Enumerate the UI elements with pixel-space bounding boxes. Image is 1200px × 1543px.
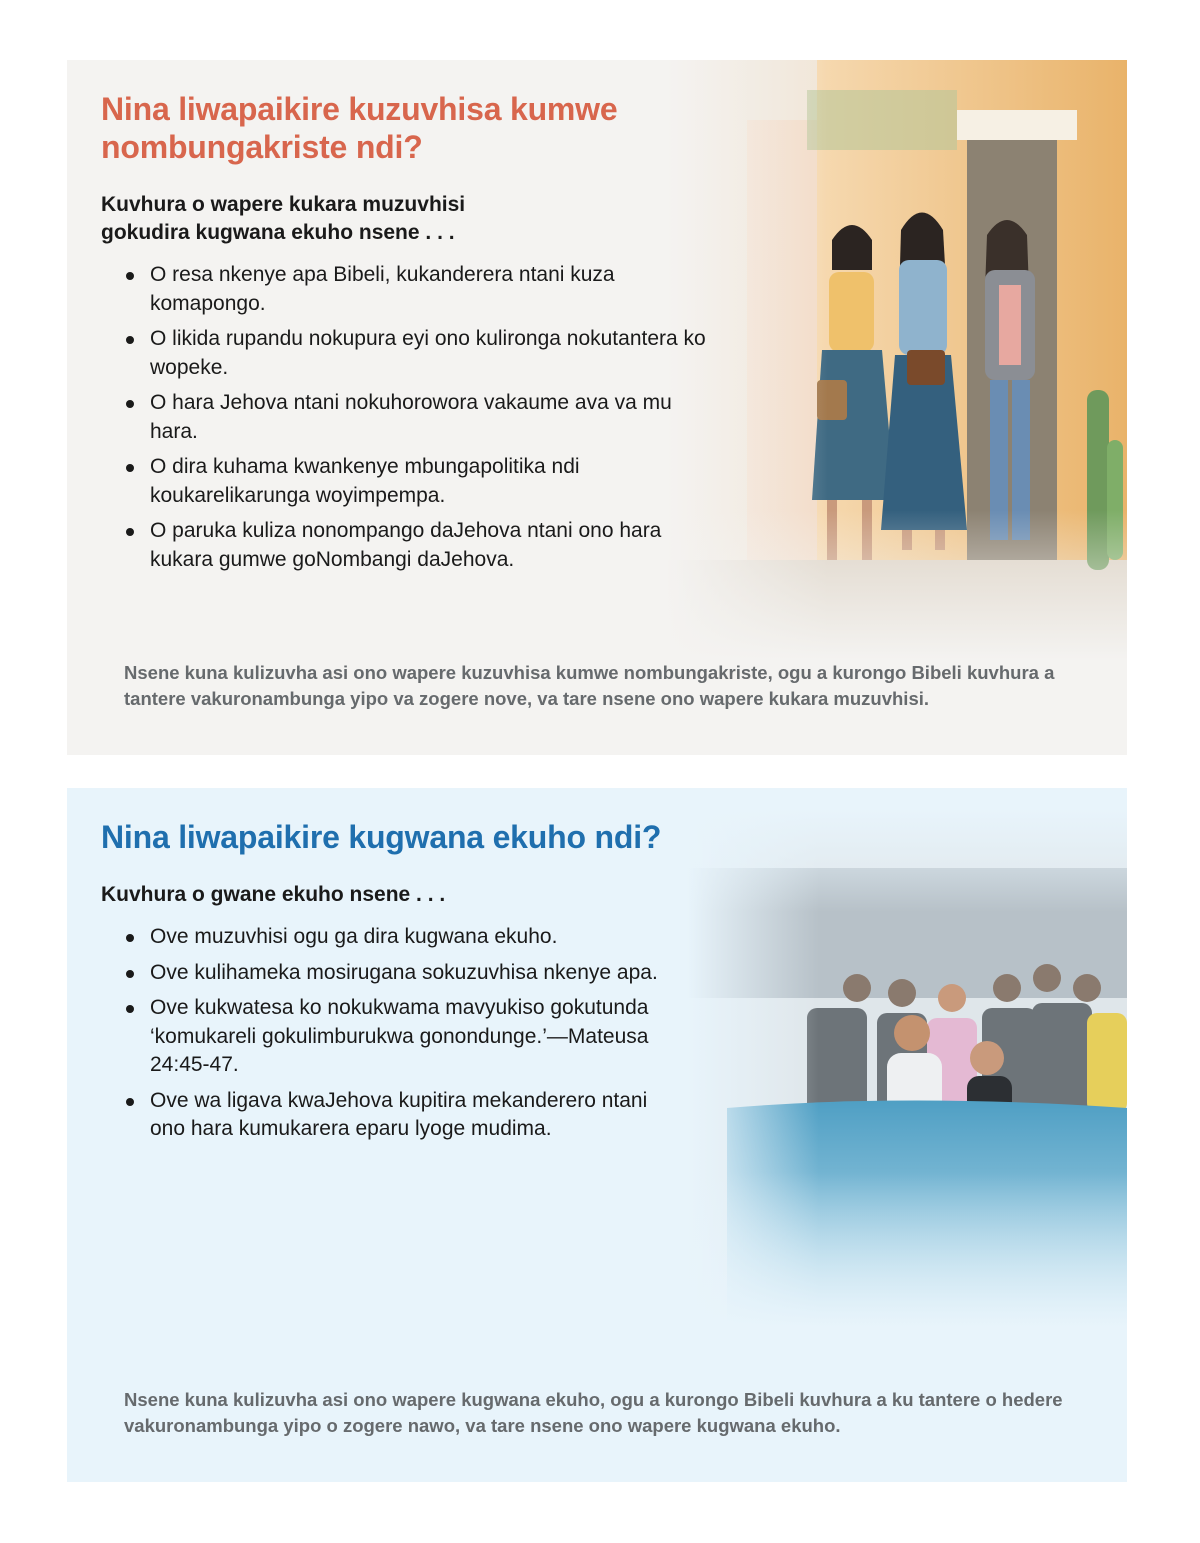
section-note: Nsene kuna kulizuvha asi ono wapere kugwana ekuho, ogu a kurongo Bibeli kuvhura a ku tantere o hedere vakuronambunga yipo o zogere nawo, va tare nsene ono wapere kugwana ekuho. bbox=[124, 1389, 1063, 1436]
list-item: O dira kuhama kwankenye mbungapolitika ndi koukarelikarunga woyimpempa. bbox=[122, 453, 722, 510]
publisher-qualification-card bbox=[67, 60, 1127, 755]
section-lead: Kuvhura o gwane ekuho nsene . . . bbox=[101, 883, 446, 906]
section-title: Nina liwapaikire kuzuvhisa kumwe nombungakriste ndi? bbox=[101, 91, 618, 165]
list-item: Ove muzuvhisi ogu ga dira kugwana ekuho. bbox=[122, 923, 682, 952]
ministry-illustration bbox=[667, 60, 1127, 660]
list-item: O resa nkenye apa Bibeli, kukanderera ntani kuza komapongo. bbox=[122, 261, 722, 318]
list-item: Ove kulihameka mosirugana sokuzuvhisa nkenye apa. bbox=[122, 959, 682, 988]
list-item: O paruka kuliza nonompango daJehova ntani ono hara kukara gumwe goNombangi daJehova. bbox=[122, 517, 722, 574]
list-item: O likida rupandu nokupura eyi ono kulironga nokutantera ko wopeke. bbox=[122, 325, 722, 382]
list-item: Ove kukwatesa ko nokukwama mavyukiso gokutunda ‘komukareli gokulimburukwa gonondunge.’—Mateusa 24:45-47. bbox=[122, 994, 682, 1080]
section-title: Nina liwapaikire kugwana ekuho ndi? bbox=[101, 819, 662, 855]
requirements-list bbox=[122, 923, 682, 1151]
baptism-illustration bbox=[687, 808, 1127, 1328]
section-note: Nsene kuna kulizuvha asi ono wapere kuzuvhisa kumwe nombungakriste, ogu a kurongo Bibeli kuvhura a tantere vakuronambunga yipo va zogere nove, va tare nsene ono wapere kukara muzuvhisi. bbox=[124, 662, 1055, 709]
list-item: O hara Jehova ntani nokuhorowora vakaume ava va mu hara. bbox=[122, 389, 722, 446]
section-lead: Kuvhura o wapere kukara muzuvhisi gokudira kugwana ekuho nsene . . . bbox=[101, 193, 466, 244]
list-item: Ove wa ligava kwaJehova kupitira mekanderero ntani ono hara kumukarera eparu lyoge mudima. bbox=[122, 1087, 682, 1144]
baptism-qualification-card bbox=[67, 788, 1127, 1482]
requirements-list bbox=[122, 261, 722, 581]
